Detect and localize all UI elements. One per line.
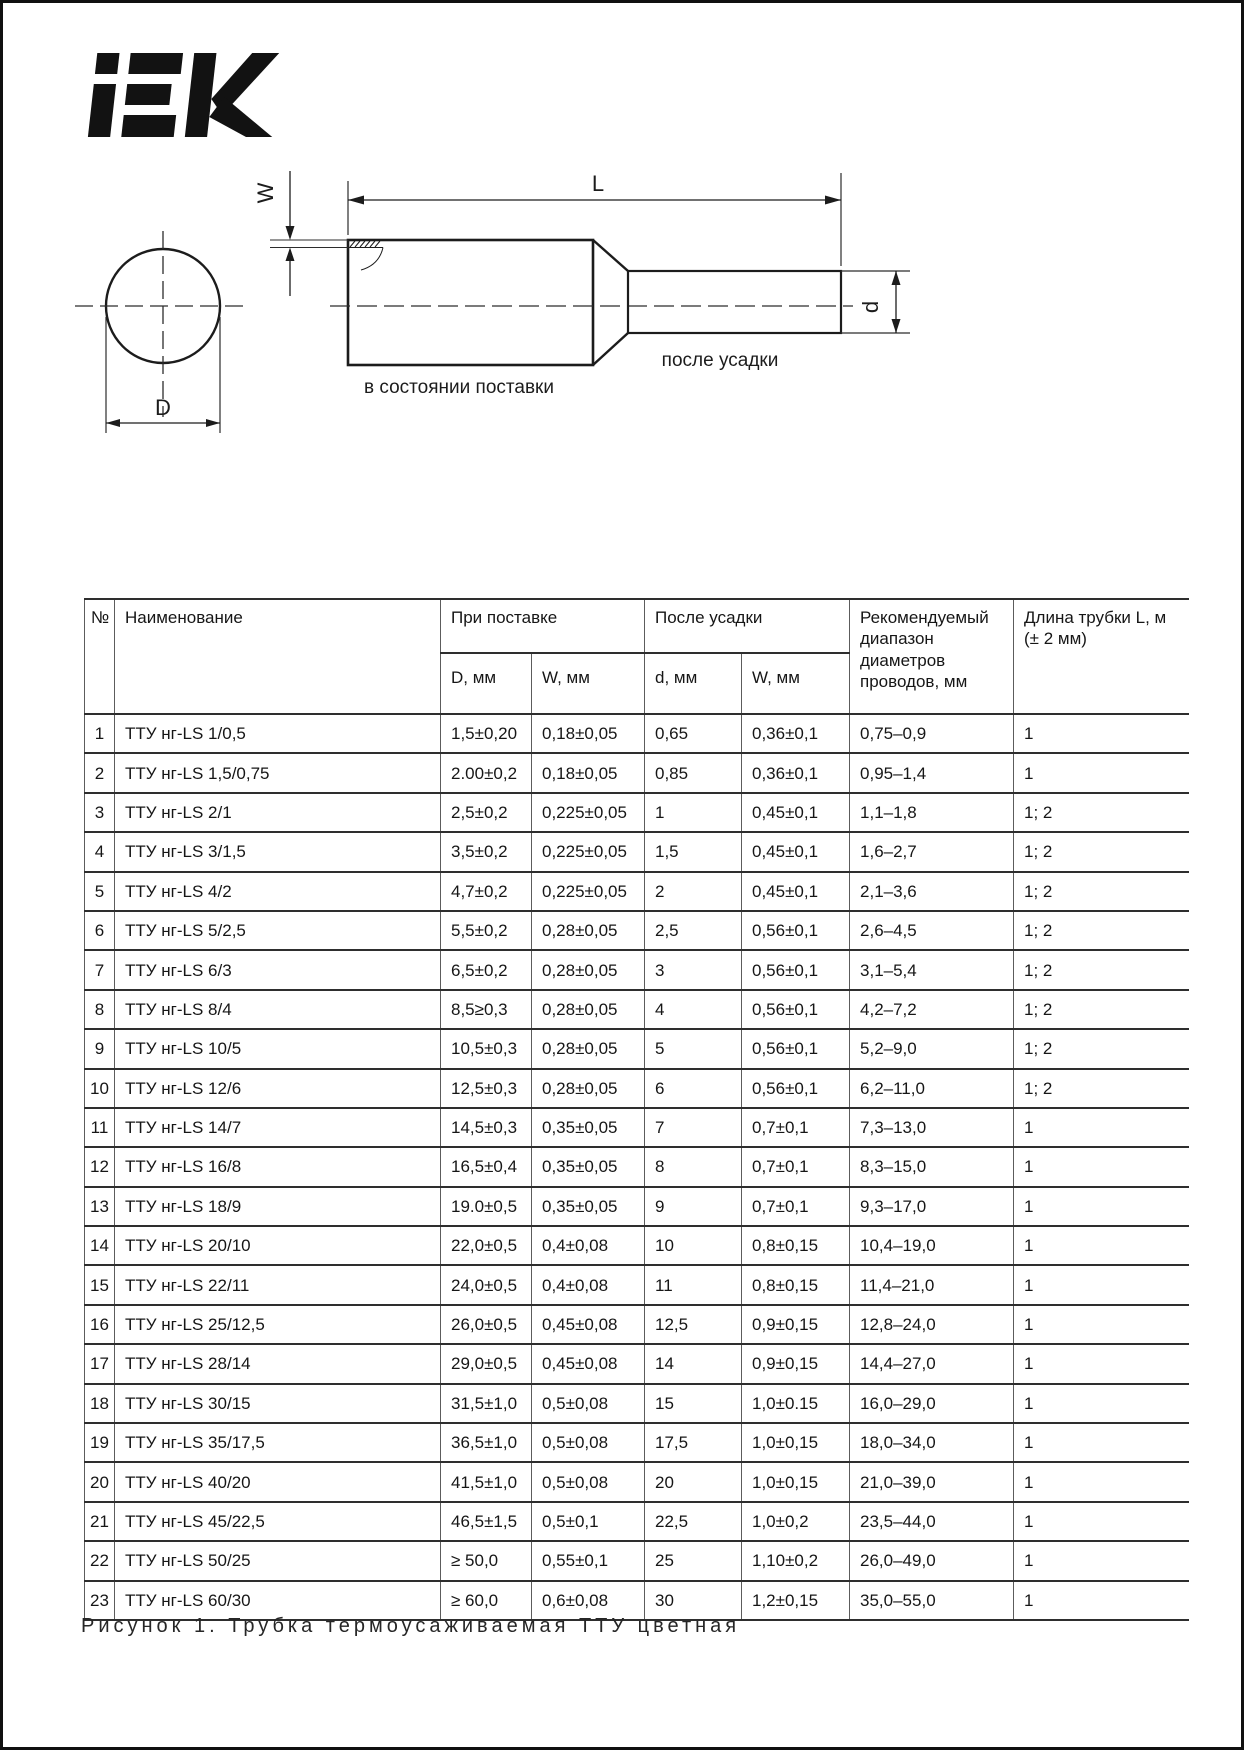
tube-body-supply: [348, 240, 593, 365]
name-cell: ТТУ нг-LS 8/4: [115, 990, 441, 1029]
range-cell: 1,1–1,8: [850, 793, 1014, 832]
range-cell: 2,6–4,5: [850, 911, 1014, 950]
shrunk-w-cell: 0,9±0,15: [742, 1344, 850, 1383]
length-cell: 1: [1014, 1423, 1189, 1462]
range-cell: 8,3–15,0: [850, 1147, 1014, 1186]
length-cell: 1: [1014, 1147, 1189, 1186]
shrunk-w-cell: 0,45±0,1: [742, 793, 850, 832]
table-row: [85, 1226, 1189, 1265]
supply-w-cell: 0,5±0,08: [532, 1423, 645, 1462]
length-cell: 1: [1014, 1305, 1189, 1344]
row-number-cell: 1: [85, 714, 115, 753]
shrunk-d-cell: 11: [645, 1265, 742, 1304]
supply-d-cell: 26,0±0,5: [441, 1305, 532, 1344]
name-cell: ТТУ нг-LS 18/9: [115, 1187, 441, 1226]
shrunk-d-cell: 2,5: [645, 911, 742, 950]
length-cell: 1: [1014, 1108, 1189, 1147]
table-row: [85, 1384, 1189, 1423]
hatching: [350, 241, 380, 247]
length-cell: 1: [1014, 1265, 1189, 1304]
supply-w-cell: 0,28±0,05: [532, 1069, 645, 1108]
header-range: Рекомендуемый диапазон диаметров проводов, мм: [850, 599, 1014, 714]
length-cell: 1; 2: [1014, 872, 1189, 911]
range-cell: 35,0–55,0: [850, 1581, 1014, 1620]
name-cell: ТТУ нг-LS 2/1: [115, 793, 441, 832]
logo-k-stem: [185, 53, 217, 137]
length-cell: 1: [1014, 1502, 1189, 1541]
length-cell: 1; 2: [1014, 793, 1189, 832]
shrunk-w-cell: 1,0±0.15: [742, 1384, 850, 1423]
shrunk-w-cell: 0,7±0,1: [742, 1187, 850, 1226]
length-cell: 1; 2: [1014, 1029, 1189, 1068]
supply-w-cell: 0,6±0,08: [532, 1581, 645, 1620]
length-cell: 1: [1014, 1541, 1189, 1580]
name-cell: ТТУ нг-LS 30/15: [115, 1384, 441, 1423]
arrowhead: [348, 196, 364, 205]
supply-d-cell: 31,5±1,0: [441, 1384, 532, 1423]
supply-d-cell: 3,5±0,2: [441, 832, 532, 871]
length-cell: 1: [1014, 1384, 1189, 1423]
row-number-cell: 6: [85, 911, 115, 950]
label-supply-state: в состоянии поставки: [364, 377, 554, 398]
range-cell: 18,0–34,0: [850, 1423, 1014, 1462]
supply-d-cell: 29,0±0,5: [441, 1344, 532, 1383]
row-number-cell: 15: [85, 1265, 115, 1304]
length-cell: 1: [1014, 1462, 1189, 1501]
shrunk-w-cell: 0,56±0,1: [742, 1029, 850, 1068]
supply-d-cell: 4,7±0,2: [441, 872, 532, 911]
label-shrunk-state: после усадки: [661, 350, 779, 371]
row-number-cell: 10: [85, 1069, 115, 1108]
supply-d-cell: 16,5±0,4: [441, 1147, 532, 1186]
row-number-cell: 5: [85, 872, 115, 911]
shrunk-d-cell: 12,5: [645, 1305, 742, 1344]
logo-e-bar: [125, 84, 172, 105]
row-number-cell: 8: [85, 990, 115, 1029]
shrunk-w-cell: 0,36±0,1: [742, 753, 850, 792]
supply-d-cell: 10,5±0,3: [441, 1029, 532, 1068]
name-cell: ТТУ нг-LS 3/1,5: [115, 832, 441, 871]
supply-d-cell: 1,5±0,20: [441, 714, 532, 753]
table-row: [85, 1187, 1189, 1226]
shrunk-d-cell: 14: [645, 1344, 742, 1383]
header-supply-d: D, мм: [441, 653, 532, 714]
supply-w-cell: 0,4±0,08: [532, 1265, 645, 1304]
shrunk-d-cell: 5: [645, 1029, 742, 1068]
row-number-cell: 13: [85, 1187, 115, 1226]
supply-w-cell: 0,225±0,05: [532, 872, 645, 911]
supply-d-cell: ≥ 60,0: [441, 1581, 532, 1620]
table-row: [85, 1069, 1189, 1108]
figure-caption: Рисунок 1. Трубка термоусаживаемая ТТУ цветная: [81, 1615, 741, 1637]
name-cell: ТТУ нг-LS 60/30: [115, 1581, 441, 1620]
length-cell: 1: [1014, 1581, 1189, 1620]
length-cell: 1; 2: [1014, 911, 1189, 950]
length-cell: 1: [1014, 714, 1189, 753]
row-number-cell: 16: [85, 1305, 115, 1344]
row-number-cell: 21: [85, 1502, 115, 1541]
supply-d-cell: 12,5±0,3: [441, 1069, 532, 1108]
shrunk-w-cell: 0,45±0,1: [742, 872, 850, 911]
name-cell: ТТУ нг-LS 5/2,5: [115, 911, 441, 950]
logo-e-bar: [128, 53, 183, 74]
length-cell: 1: [1014, 1187, 1189, 1226]
technical-drawing: [58, 151, 958, 481]
supply-w-cell: 0,225±0,05: [532, 832, 645, 871]
length-cell: 1; 2: [1014, 1069, 1189, 1108]
range-cell: 2,1–3,6: [850, 872, 1014, 911]
arrowhead: [106, 419, 120, 427]
range-cell: 1,6–2,7: [850, 832, 1014, 871]
table-row: [85, 950, 1189, 989]
shrunk-d-cell: 4: [645, 990, 742, 1029]
length-cell: 1; 2: [1014, 832, 1189, 871]
row-number-cell: 14: [85, 1226, 115, 1265]
header-supply-w: W, мм: [532, 653, 645, 714]
range-cell: 0,75–0,9: [850, 714, 1014, 753]
table-row: [85, 990, 1189, 1029]
supply-w-cell: 0,35±0,05: [532, 1187, 645, 1226]
row-number-cell: 12: [85, 1147, 115, 1186]
range-cell: 6,2–11,0: [850, 1069, 1014, 1108]
supply-d-cell: 19.0±0,5: [441, 1187, 532, 1226]
header-supply-group: При поставке: [441, 599, 645, 653]
name-cell: ТТУ нг-LS 25/12,5: [115, 1305, 441, 1344]
supply-w-cell: 0,45±0,08: [532, 1344, 645, 1383]
shrunk-w-cell: 0,7±0,1: [742, 1108, 850, 1147]
supply-d-cell: 2.00±0,2: [441, 753, 532, 792]
row-number-cell: 9: [85, 1029, 115, 1068]
row-number-cell: 11: [85, 1108, 115, 1147]
dim-label-L: L: [591, 171, 605, 196]
shrunk-w-cell: 1,0±0,15: [742, 1423, 850, 1462]
table-row: [85, 1305, 1189, 1344]
iek-logo: [79, 53, 284, 137]
shrunk-w-cell: 0,8±0,15: [742, 1265, 850, 1304]
table-row: [85, 1423, 1189, 1462]
supply-d-cell: 5,5±0,2: [441, 911, 532, 950]
range-cell: 12,8–24,0: [850, 1305, 1014, 1344]
table-row: [85, 793, 1189, 832]
range-cell: 3,1–5,4: [850, 950, 1014, 989]
range-cell: 21,0–39,0: [850, 1462, 1014, 1501]
name-cell: ТТУ нг-LS 16/8: [115, 1147, 441, 1186]
table-row: [85, 1462, 1189, 1501]
table-row: [85, 1541, 1189, 1580]
dim-label-d: d: [858, 300, 883, 314]
shrunk-w-cell: 0,45±0,1: [742, 832, 850, 871]
supply-d-cell: 36,5±1,0: [441, 1423, 532, 1462]
length-cell: 1: [1014, 753, 1189, 792]
name-cell: ТТУ нг-LS 35/17,5: [115, 1423, 441, 1462]
shrunk-w-cell: 1,2±0,15: [742, 1581, 850, 1620]
shrunk-w-cell: 0,9±0,15: [742, 1305, 850, 1344]
shrunk-d-cell: 15: [645, 1384, 742, 1423]
supply-d-cell: 41,5±1,0: [441, 1462, 532, 1501]
table-row: [85, 872, 1189, 911]
name-cell: ТТУ нг-LS 45/22,5: [115, 1502, 441, 1541]
name-cell: ТТУ нг-LS 12/6: [115, 1069, 441, 1108]
row-number-cell: 22: [85, 1541, 115, 1580]
range-cell: 4,2–7,2: [850, 990, 1014, 1029]
header-length: Длина трубки L, м (± 2 мм): [1014, 599, 1189, 714]
arrowhead: [892, 319, 901, 333]
shrunk-d-cell: 17,5: [645, 1423, 742, 1462]
range-cell: 11,4–21,0: [850, 1265, 1014, 1304]
shrunk-d-cell: 22,5: [645, 1502, 742, 1541]
name-cell: ТТУ нг-LS 4/2: [115, 872, 441, 911]
table-row: [85, 832, 1189, 871]
range-cell: 0,95–1,4: [850, 753, 1014, 792]
shrunk-d-cell: 1: [645, 793, 742, 832]
supply-d-cell: 2,5±0,2: [441, 793, 532, 832]
arrowhead: [892, 271, 901, 285]
shrunk-w-cell: 1,10±0,2: [742, 1541, 850, 1580]
shrunk-d-cell: 3: [645, 950, 742, 989]
shrunk-d-cell: 20: [645, 1462, 742, 1501]
shrunk-w-cell: 0,8±0,15: [742, 1226, 850, 1265]
logo-i-stem: [88, 84, 116, 137]
length-cell: 1: [1014, 1226, 1189, 1265]
supply-d-cell: 14,5±0,3: [441, 1108, 532, 1147]
shrunk-d-cell: 30: [645, 1581, 742, 1620]
shrunk-d-cell: 7: [645, 1108, 742, 1147]
range-cell: 16,0–29,0: [850, 1384, 1014, 1423]
shrunk-w-cell: 0,56±0,1: [742, 990, 850, 1029]
shrunk-w-cell: 0,36±0,1: [742, 714, 850, 753]
logo-i-dot: [95, 53, 120, 74]
shrunk-d-cell: 1,5: [645, 832, 742, 871]
shrunk-w-cell: 0,56±0,1: [742, 911, 850, 950]
supply-w-cell: 0,28±0,05: [532, 911, 645, 950]
supply-w-cell: 0,4±0,08: [532, 1226, 645, 1265]
supply-d-cell: 46,5±1,5: [441, 1502, 532, 1541]
range-cell: 14,4–27,0: [850, 1344, 1014, 1383]
shrunk-w-cell: 1,0±0,2: [742, 1502, 850, 1541]
shrunk-d-cell: 8: [645, 1147, 742, 1186]
range-cell: 10,4–19,0: [850, 1226, 1014, 1265]
table-row: [85, 753, 1189, 792]
supply-w-cell: 0,55±0,1: [532, 1541, 645, 1580]
shrunk-d-cell: 0,85: [645, 753, 742, 792]
supply-w-cell: 0,5±0,08: [532, 1462, 645, 1501]
row-number-cell: 20: [85, 1462, 115, 1501]
supply-w-cell: 0,28±0,05: [532, 1029, 645, 1068]
tube-body-shrunk: [628, 271, 841, 333]
header-name: Наименование: [115, 599, 441, 714]
supply-d-cell: 8,5≥0,3: [441, 990, 532, 1029]
arrowhead: [286, 248, 295, 262]
header-num: №: [85, 599, 115, 714]
name-cell: ТТУ нг-LS 40/20: [115, 1462, 441, 1501]
dim-label-D: D: [155, 395, 171, 420]
arrowhead: [825, 196, 841, 205]
supply-w-cell: 0,18±0,05: [532, 753, 645, 792]
name-cell: ТТУ нг-LS 22/11: [115, 1265, 441, 1304]
row-number-cell: 23: [85, 1581, 115, 1620]
supply-w-cell: 0,18±0,05: [532, 714, 645, 753]
shrunk-w-cell: 0,7±0,1: [742, 1147, 850, 1186]
range-cell: 5,2–9,0: [850, 1029, 1014, 1068]
row-number-cell: 3: [85, 793, 115, 832]
row-number-cell: 7: [85, 950, 115, 989]
supply-d-cell: 24,0±0,5: [441, 1265, 532, 1304]
arrowhead: [286, 226, 295, 240]
table-row: [85, 1029, 1189, 1068]
header-shrunk-group: После усадки: [645, 599, 850, 653]
supply-w-cell: 0,35±0,05: [532, 1147, 645, 1186]
name-cell: ТТУ нг-LS 14/7: [115, 1108, 441, 1147]
supply-w-cell: 0,5±0,08: [532, 1384, 645, 1423]
table-row: [85, 1344, 1189, 1383]
table-row: [85, 1502, 1189, 1541]
length-cell: 1; 2: [1014, 950, 1189, 989]
taper-line: [593, 240, 628, 271]
shrunk-w-cell: 1,0±0,15: [742, 1462, 850, 1501]
row-number-cell: 17: [85, 1344, 115, 1383]
supply-w-cell: 0,5±0,1: [532, 1502, 645, 1541]
supply-d-cell: 6,5±0,2: [441, 950, 532, 989]
supply-w-cell: 0,225±0,05: [532, 793, 645, 832]
shrunk-w-cell: 0,56±0,1: [742, 950, 850, 989]
length-cell: 1; 2: [1014, 990, 1189, 1029]
range-cell: 23,5–44,0: [850, 1502, 1014, 1541]
name-cell: ТТУ нг-LS 50/25: [115, 1541, 441, 1580]
shrunk-d-cell: 6: [645, 1069, 742, 1108]
supply-w-cell: 0,28±0,05: [532, 950, 645, 989]
supply-d-cell: ≥ 50,0: [441, 1541, 532, 1580]
header-shrunk-w: W, мм: [742, 653, 850, 714]
shrunk-d-cell: 9: [645, 1187, 742, 1226]
name-cell: ТТУ нг-LS 20/10: [115, 1226, 441, 1265]
range-cell: 7,3–13,0: [850, 1108, 1014, 1147]
shrunk-w-cell: 0,56±0,1: [742, 1069, 850, 1108]
supply-w-cell: 0,35±0,05: [532, 1108, 645, 1147]
range-cell: 9,3–17,0: [850, 1187, 1014, 1226]
row-number-cell: 18: [85, 1384, 115, 1423]
row-number-cell: 19: [85, 1423, 115, 1462]
name-cell: ТТУ нг-LS 6/3: [115, 950, 441, 989]
shrunk-d-cell: 25: [645, 1541, 742, 1580]
header-shrunk-d: d, мм: [645, 653, 742, 714]
length-cell: 1: [1014, 1344, 1189, 1383]
dim-label-W: W: [253, 182, 278, 204]
name-cell: ТТУ нг-LS 1,5/0,75: [115, 753, 441, 792]
shrunk-d-cell: 10: [645, 1226, 742, 1265]
taper-line: [593, 333, 628, 365]
logo-e-bar: [121, 115, 176, 137]
shrunk-d-cell: 0,65: [645, 714, 742, 753]
supply-d-cell: 22,0±0,5: [441, 1226, 532, 1265]
supply-w-cell: 0,28±0,05: [532, 990, 645, 1029]
row-number-cell: 2: [85, 753, 115, 792]
name-cell: ТТУ нг-LS 28/14: [115, 1344, 441, 1383]
spec-table: [84, 598, 1189, 1621]
shrunk-d-cell: 2: [645, 872, 742, 911]
row-number-cell: 4: [85, 832, 115, 871]
table-row: [85, 1147, 1189, 1186]
range-cell: 26,0–49,0: [850, 1541, 1014, 1580]
name-cell: ТТУ нг-LS 1/0,5: [115, 714, 441, 753]
arrowhead: [206, 419, 220, 427]
spec-table-body: [85, 714, 1189, 1620]
supply-w-cell: 0,45±0,08: [532, 1305, 645, 1344]
table-row: [85, 911, 1189, 950]
leader-curve: [361, 248, 383, 271]
spec-table-header: [85, 599, 1189, 714]
table-row: [85, 714, 1189, 753]
table-row: [85, 1265, 1189, 1304]
table-row: [85, 1108, 1189, 1147]
name-cell: ТТУ нг-LS 10/5: [115, 1029, 441, 1068]
